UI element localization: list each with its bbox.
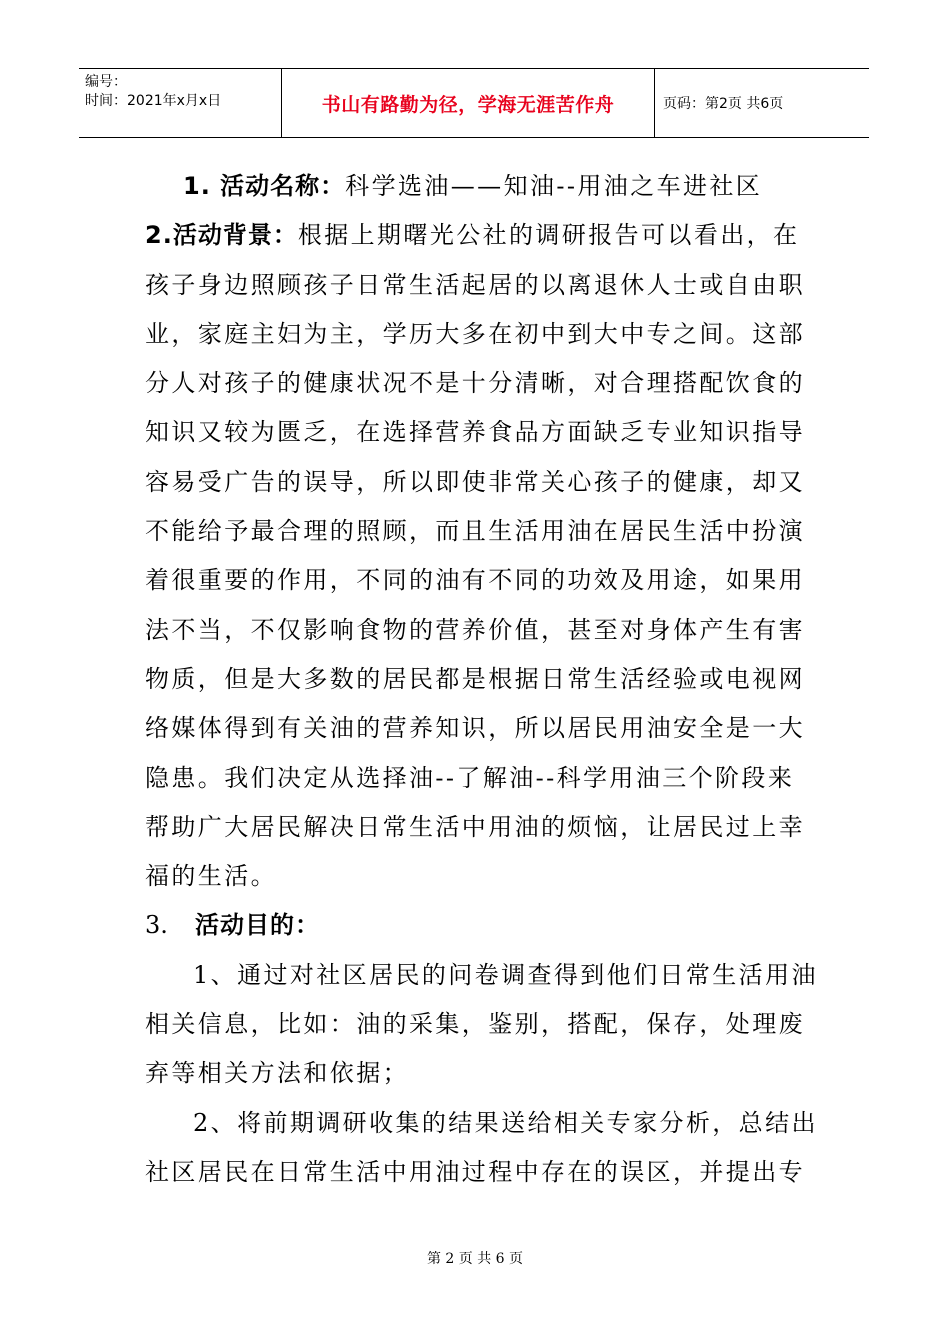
section1-text: 科学选油——知油--用油之车进社区 [345, 172, 763, 200]
paragraph-line: 法不当，不仅影响食物的营养价值，甚至对身体产生有害 [145, 615, 805, 644]
paragraph-line: 络媒体得到有关油的营养知识，所以居民用油安全是一大 [145, 714, 805, 743]
list-item-line: 相关信息，比如：油的采集，鉴别，搭配，保存，处理废 [145, 1010, 805, 1039]
section1-heading: 1. 活动名称： [183, 172, 346, 200]
list-item-line: 2、将前期调研收集的结果送给相关专家分析，总结出 [193, 1108, 818, 1137]
list-item-line: 社区居民在日常生活中用油过程中存在的误区，并提出专 [145, 1157, 805, 1186]
list-item-line: 1、通过对社区居民的问卷调查得到他们日常生活用油 [193, 960, 818, 989]
paragraph-line: 帮助广大居民解决日常生活中用油的烦恼，让居民过上幸 [145, 812, 805, 841]
paragraph-line: 隐患。我们决定从选择油--了解油--科学用油三个阶段来 [145, 763, 795, 792]
section2-heading: 2.活动背景： [145, 221, 298, 250]
section3-number: 3. [145, 911, 168, 940]
section3-heading-line [145, 901, 810, 950]
section1-line [145, 162, 810, 211]
number-label: 编号： [85, 74, 127, 90]
page-header [79, 68, 869, 138]
paragraph-line: 业，家庭主妇为主，学历大多在初中到大中专之间。这部 [145, 319, 805, 348]
page-footer: 第 2 页 共 6 页 [426, 1251, 524, 1267]
paragraph-line: 孩子身边照顾孩子日常生活起居的以离退休人士或自由职 [145, 270, 805, 299]
header-motto-cell [281, 69, 655, 137]
paragraph-line: 物质，但是大多数的居民都是根据日常生活经验或电视网 [145, 664, 805, 693]
list-item-line: 弃等相关方法和依据； [145, 1059, 409, 1088]
time-label: 时间：2021年x月x日 [85, 93, 222, 109]
paragraph-line: 着很重要的作用，不同的油有不同的功效及用途，如果用 [145, 566, 805, 595]
section3-heading: 活动目的： [195, 911, 320, 940]
paragraph-line: 知识又较为匮乏，在选择营养食品方面缺乏专业知识指导 [145, 418, 805, 447]
header-meta [79, 69, 281, 137]
paragraph-line: 不能给予最合理的照顾，而且生活用油在居民生活中扮演 [145, 517, 805, 546]
page-label: 页码：第2页 共6页 [663, 96, 784, 112]
paragraph-line: 容易受广告的误导，所以即使非常关心孩子的健康，却又 [145, 467, 805, 496]
section2-first-line [145, 211, 810, 260]
paragraph-line: 分人对孩子的健康状况不是十分清晰，对合理搭配饮食的 [145, 369, 805, 398]
document-body [145, 162, 818, 1197]
motto-text: 书山有路勤为径，学海无涯苦作舟 [321, 93, 615, 116]
header-page-cell [655, 69, 869, 137]
section2-first-text: 根据上期曙光公社的调研报告可以看出，在 [297, 221, 800, 250]
paragraph-line: 福的生活。 [145, 862, 277, 891]
